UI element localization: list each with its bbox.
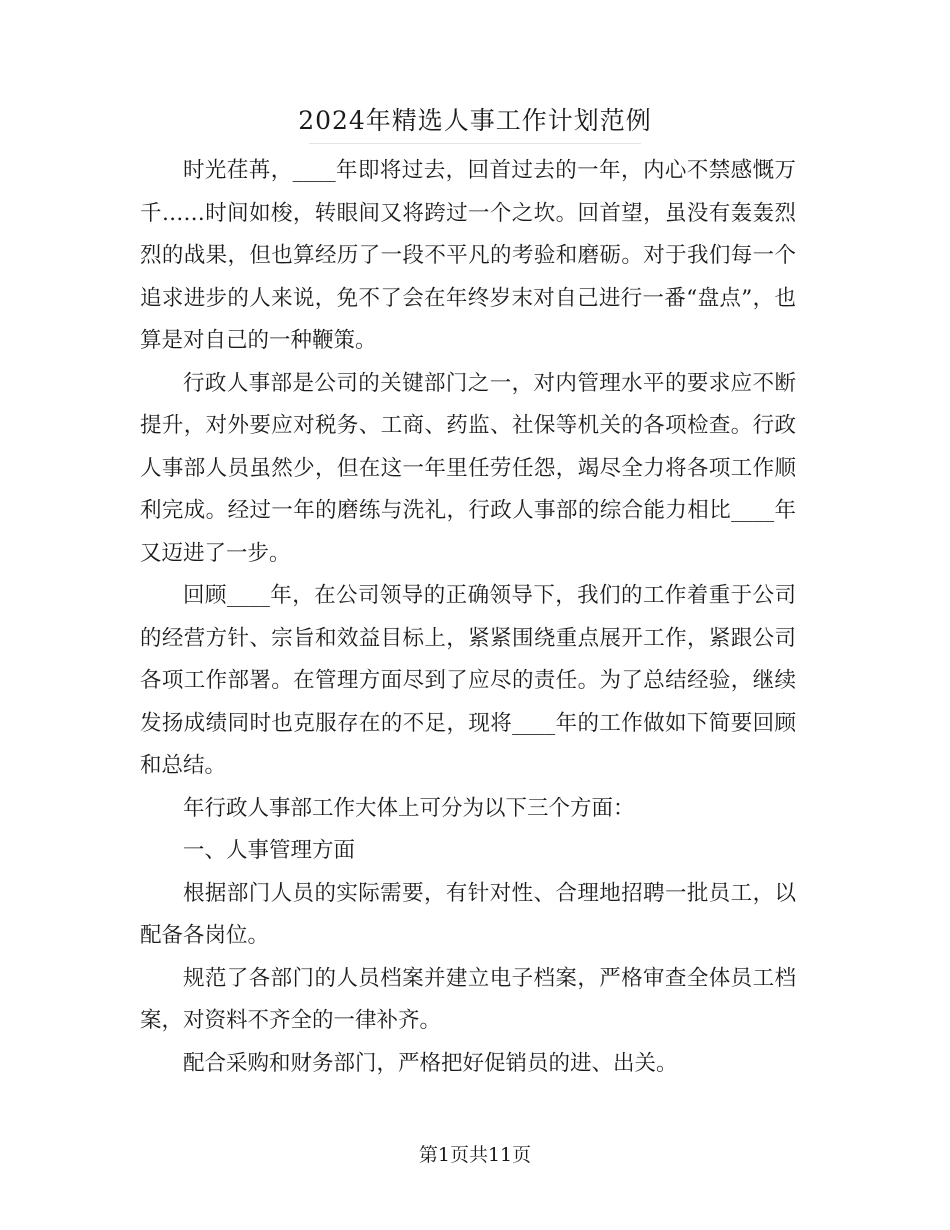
section-heading: 一、人事管理方面: [183, 838, 356, 863]
paragraph: 年行政人事部工作大体上可分为以下三个方面：: [183, 795, 635, 821]
page-number: 第1页共11页: [418, 1144, 532, 1166]
paragraph: 根据部门人员的实际需要，有针对性、合理地招聘一批员工，以配备各岗位。: [140, 880, 796, 948]
paragraph: 时光荏苒，____年即将过去，回首过去的一年，内心不禁感慨万千……时间如梭，转眼间又将跨过一个之坎。回首望，虽没有轰轰烈烈的战果，但也算经历了一段不平凡的考验和磨砺。对于我们每一个追求进步的人来说，免不了会在年终岁末对自己进行一番“盘点”，也算是对自己的一种鞭策。: [140, 158, 796, 353]
document-title: 2024年精选人事工作计划范例: [298, 106, 652, 135]
paragraph: 回顾____年，在公司领导的正确领导下，我们的工作着重于公司的经营方针、宗旨和效益目标上，紧紧围绕重点展开工作，紧跟公司各项工作部署。在管理方面尽到了应尽的责任。为了总结经验，继续发扬成绩同时也克服存在的不足，现将____年的工作做如下简要回顾和总结。: [140, 583, 796, 778]
paragraph: 配合采购和财务部门，严格把好促销员的进、出关。: [183, 1050, 678, 1076]
paragraph: 规范了各部门的人员档案并建立电子档案，严格审查全体员工档案，对资料不齐全的一律补齐。: [140, 965, 796, 1033]
title-divider: [309, 143, 641, 144]
paragraph: 行政人事部是公司的关键部门之一，对内管理水平的要求应不断提升，对外要应对税务、工商、药监、社保等机关的各项检查。行政人事部人员虽然少，但在这一年里任劳任怨，竭尽全力将各项工作顺利完成。经过一年的磨练与洗礼，行政人事部的综合能力相比____年又迈进了一步。: [140, 370, 796, 566]
document-body: [140, 150, 796, 1085]
